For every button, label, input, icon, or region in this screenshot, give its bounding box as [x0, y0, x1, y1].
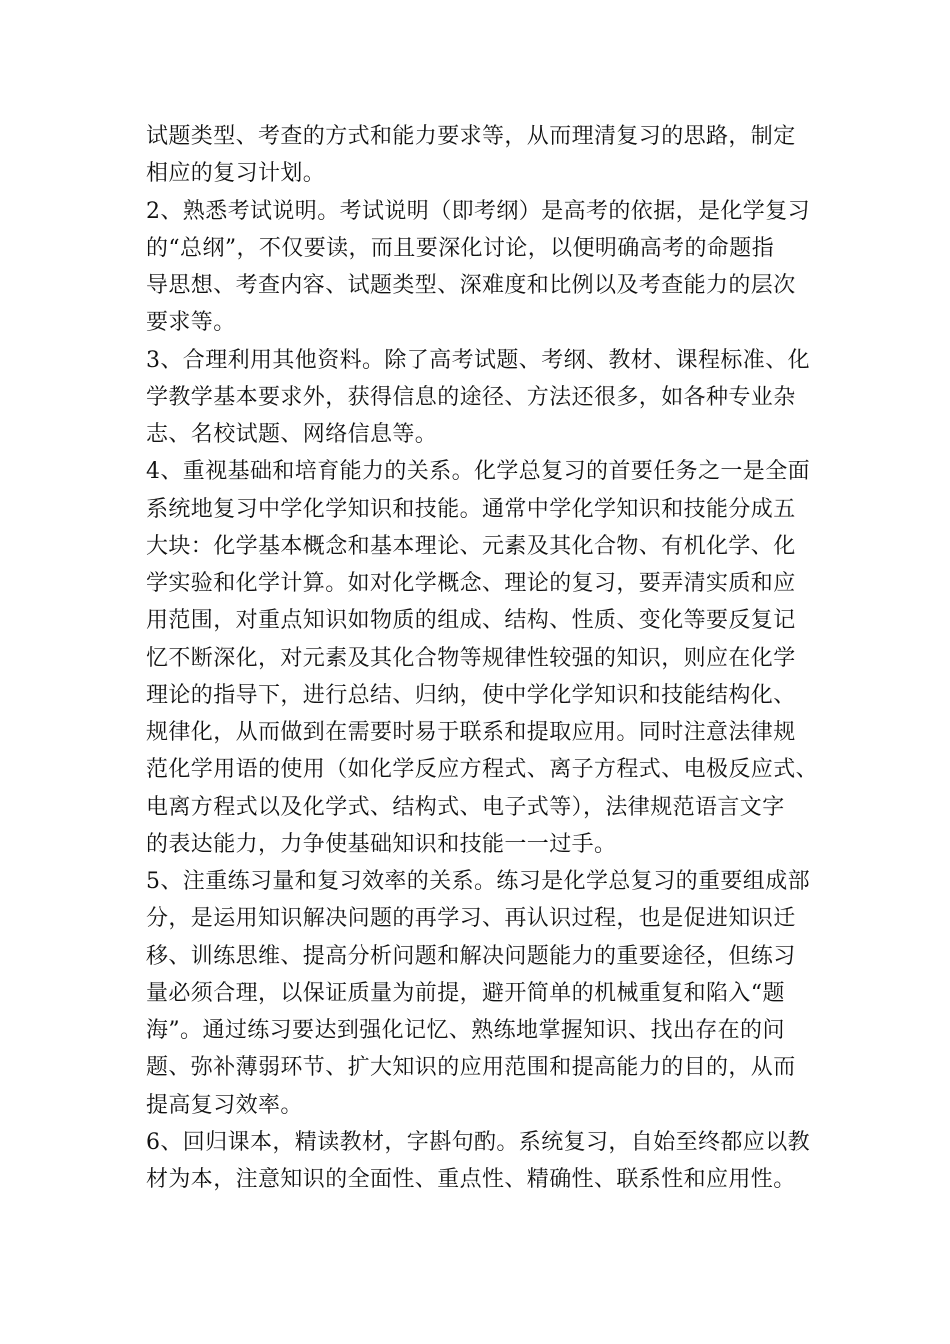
- text-line: 忆不断深化，对元素及其化合物等规律性较强的知识，则应在化学: [146, 645, 796, 671]
- text-line: 材为本，注意知识的全面性、重点性、精确性、联系性和应用性。: [146, 1167, 796, 1192]
- text-line: 志、名校试题、网络信息等。: [146, 422, 438, 447]
- text-line: 学实验和化学计算。如对化学概念、理论的复习，要弄清实质和应: [146, 571, 796, 596]
- text-line: 导思想、考查内容、试题类型、深难度和比例以及考查能力的层次: [146, 273, 796, 298]
- text-line: 的“总纲”，不仅要读，而且要深化讨论，以便明确高考的命题指: [146, 235, 775, 261]
- text-line: 2、熟悉考试说明。考试说明（即考纲）是高考的依据，是化学复习: [146, 198, 810, 224]
- text-line: 大块：化学基本概念和基本理论、元素及其化合物、有机化学、化: [146, 533, 796, 559]
- text-line: 系统地复习中学化学知识和技能。通常中学化学知识和技能分成五: [146, 496, 796, 522]
- text-line: 的表达能力，力争使基础知识和技能一一过手。: [146, 831, 617, 857]
- text-line: 学教学基本要求外，获得信息的途径、方法还很多，如各种专业杂: [146, 384, 796, 410]
- document-body: [146, 118, 822, 1198]
- text-line: 海”。通过练习要达到强化记忆、熟练地掌握知识、找出存在的问: [146, 1018, 785, 1043]
- text-line: 提高复习效率。: [146, 1092, 303, 1118]
- text-line: 题、弥补薄弱环节、扩大知识的应用范围和提高能力的目的，从而: [146, 1055, 796, 1081]
- text-line: 规律化，从而做到在需要时易于联系和提取应用。同时注意法律规: [146, 720, 796, 745]
- text-line: 移、训练思维、提高分析问题和解决问题能力的重要途径，但练习: [146, 943, 796, 969]
- text-line: 理论的指导下，进行总结、归纳，使中学化学知识和技能结构化、: [146, 682, 796, 708]
- text-line: 量必须合理，以保证质量为前提，避开简单的机械重复和陷入“题: [146, 980, 785, 1006]
- text-line: 要求等。: [146, 310, 236, 336]
- text-line: 6、回归课本，精读教材，字斟句酌。系统复习，自始至终都应以教: [146, 1129, 810, 1155]
- text-line: 电离方程式以及化学式、结构式、电子式等），法律规范语言文字: [146, 794, 785, 820]
- text-line: 4、重视基础和培育能力的关系。化学总复习的首要任务之一是全面: [146, 459, 810, 485]
- text-line: 试题类型、考查的方式和能力要求等，从而理清复习的思路，制定: [146, 124, 796, 149]
- text-line: 3、合理利用其他资料。除了高考试题、考纲、教材、课程标准、化: [146, 347, 810, 373]
- text-line: 相应的复习计划。: [146, 161, 326, 187]
- text-line: 分，是运用知识解决问题的再学习、再认识过程，也是促进知识迁: [146, 906, 796, 932]
- text-line: 5、注重练习量和复习效率的关系。练习是化学总复习的重要组成部: [146, 869, 810, 894]
- text-line: 范化学用语的使用（如化学反应方程式、离子方程式、电极反应式、: [146, 757, 819, 783]
- text-line: 用范围，对重点知识如物质的组成、结构、性质、变化等要反复记: [146, 608, 796, 634]
